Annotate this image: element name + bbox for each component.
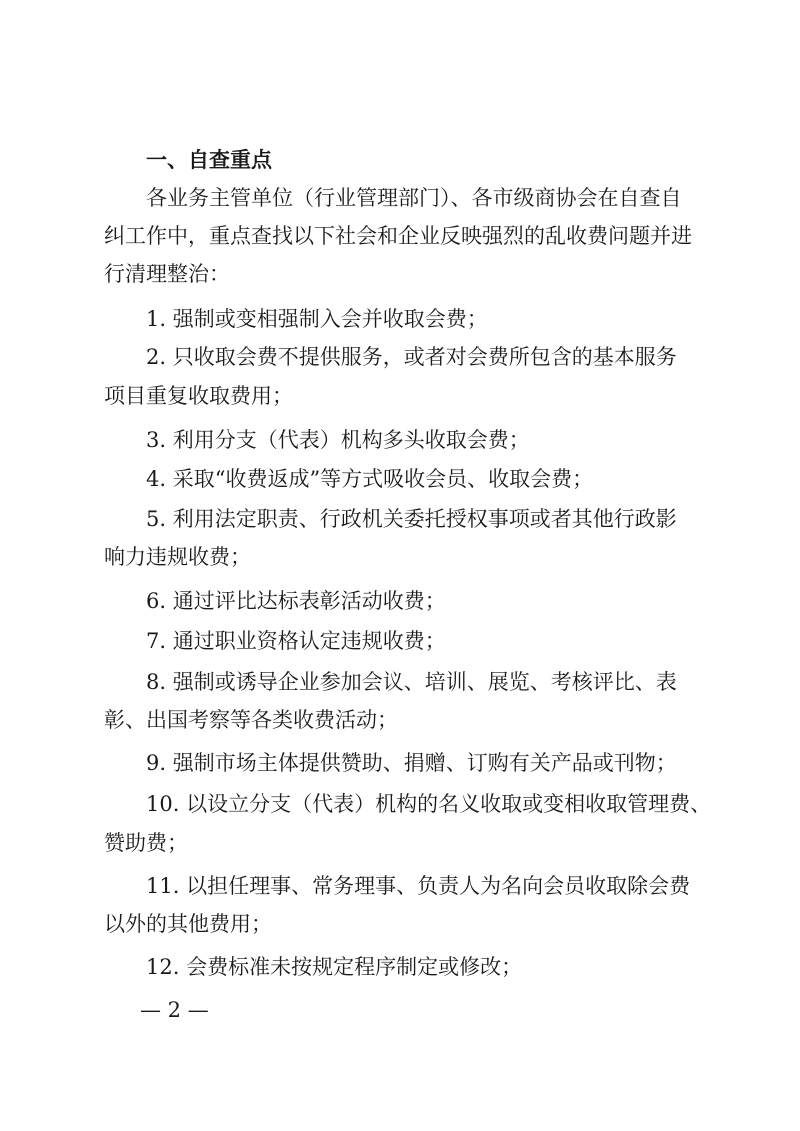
list-item-11: 11. 以担任理事、常务理事、负责人为名向会员收取除会费: [146, 874, 691, 898]
list-item-2-cont: 项目重复收取费用；: [104, 384, 293, 408]
list-item-8: 8. 强制或诱导企业参加会议、培训、展览、考核评比、表: [146, 670, 677, 694]
list-item-11-cont: 以外的其他费用；: [104, 912, 272, 936]
page-number: — 2 —: [140, 998, 209, 1022]
section-heading: 一、自查重点: [146, 148, 272, 172]
list-item-10-cont: 赞助费；: [104, 831, 188, 855]
list-item-4: 4. 采取“收费返成”等方式吸收会员、收取会费；: [146, 467, 594, 491]
list-item-3: 3. 利用分支（代表）机构多头收取会费；: [146, 428, 530, 452]
list-item-10: 10. 以设立分支（代表）机构的名义收取或变相收取管理费、: [146, 792, 712, 816]
intro-line-2: 纠工作中，重点查找以下社会和企业反映强烈的乱收费问题并进: [104, 224, 692, 248]
list-item-2: 2. 只收取会费不提供服务，或者对会费所包含的基本服务: [146, 345, 677, 369]
list-item-5: 5. 利用法定职责、行政机关委托授权事项或者其他行政影: [146, 507, 677, 531]
list-item-8-cont: 彰、出国考察等各类收费活动；: [104, 708, 398, 732]
intro-line-3: 行清理整治：: [104, 262, 230, 286]
list-item-9: 9. 强制市场主体提供赞助、捐赠、订购有关产品或刊物；: [146, 751, 677, 775]
intro-line-1: 各业务主管单位（行业管理部门）、各市级商协会在自查自: [146, 186, 682, 210]
list-item-5-cont: 响力违规收费；: [104, 545, 251, 569]
list-item-6: 6. 通过评比达标表彰活动收费；: [146, 589, 446, 613]
list-item-7: 7. 通过职业资格认定违规收费；: [146, 629, 446, 653]
list-item-1: 1. 强制或变相强制入会并收取会费；: [146, 307, 488, 331]
list-item-12: 12. 会费标准未按规定程序制定或修改；: [146, 955, 523, 979]
